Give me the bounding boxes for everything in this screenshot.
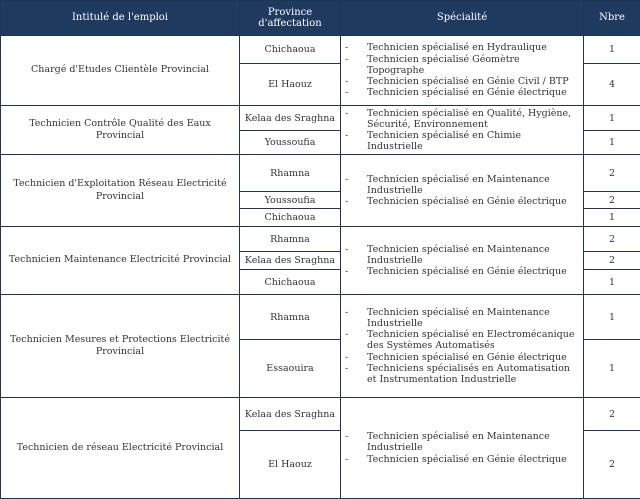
specialite-list <box>343 42 579 98</box>
province-cell: Kelaa des Sraghna <box>240 252 341 270</box>
specialite-item: - Technicien spécialisé en Electromécanique des Systèmes Automatisés <box>343 329 579 351</box>
specialite-cell <box>341 227 584 295</box>
job-title: Technicien Maintenance Electricité Provincial <box>1 227 240 295</box>
province-cell: Rhamna <box>240 227 341 252</box>
nbre-cell: 2 <box>584 398 640 431</box>
specialite-cell <box>341 398 584 499</box>
specialite-item: - Technicien spécialisé en Qualité, Hygiène, Sécurité, Environnement <box>343 108 579 130</box>
nbre-cell: 1 <box>584 340 640 398</box>
province-cell: Rhamna <box>240 155 341 192</box>
province-cell: Kelaa des Sraghna <box>240 398 341 431</box>
table-row <box>1 227 640 252</box>
specialite-item: - Technicien spécialisé en Maintenance Industrielle <box>343 244 579 266</box>
header-nbre: Nbre <box>584 1 640 36</box>
specialite-list <box>343 174 579 208</box>
job-title: Technicien de réseau Electricité Provincial <box>1 398 240 499</box>
header-row <box>1 1 640 36</box>
nbre-cell: 2 <box>584 155 640 192</box>
specialite-list <box>343 431 579 465</box>
specialite-item: - Technicien spécialisé en Génie électrique <box>343 352 579 363</box>
header-job: Intitulé de l'emploi <box>1 1 240 36</box>
province-cell: Youssoufia <box>240 131 341 155</box>
nbre-cell: 2 <box>584 252 640 270</box>
nbre-cell: 1 <box>584 209 640 227</box>
header-province: Province d'affectation <box>240 1 341 36</box>
specialite-cell <box>341 106 584 155</box>
job-title: Technicien Mesures et Protections Electricité Provincial <box>1 295 240 398</box>
job-title: Technicien Contrôle Qualité des Eaux Provincial <box>1 106 240 155</box>
specialite-item: - Technicien spécialisé en Maintenance Industrielle <box>343 174 579 196</box>
table-row <box>1 295 640 340</box>
nbre-cell: 1 <box>584 106 640 131</box>
specialite-item: - Technicien spécialisé en Génie électrique <box>343 196 579 207</box>
province-cell: El Haouz <box>240 64 341 106</box>
specialite-item: - Technicien spécialisé en Génie électrique <box>343 266 579 277</box>
table-row <box>1 36 640 64</box>
nbre-cell: 2 <box>584 431 640 499</box>
specialite-item: - Technicien spécialisé en Maintenance Industrielle <box>343 307 579 329</box>
specialite-cell <box>341 36 584 106</box>
specialite-list <box>343 108 579 153</box>
header-specialite: Spécialité <box>341 1 584 36</box>
specialite-cell <box>341 295 584 398</box>
specialite-cell <box>341 155 584 227</box>
nbre-cell: 2 <box>584 227 640 252</box>
nbre-cell: 1 <box>584 36 640 64</box>
province-cell: Essaouira <box>240 340 341 398</box>
province-cell: Youssoufia <box>240 192 341 209</box>
specialite-item: - Technicien spécialisé en Maintenance Industrielle <box>343 431 579 453</box>
table-row <box>1 155 640 192</box>
province-cell: El Haouz <box>240 431 341 499</box>
job-title: Chargé d'Etudes Clientèle Provincial <box>1 36 240 106</box>
nbre-cell: 4 <box>584 64 640 106</box>
province-cell: Chichaoua <box>240 209 341 227</box>
table-row <box>1 106 640 131</box>
specialite-item: - Technicien spécialisé en Génie électrique <box>343 87 579 98</box>
specialite-item: - Technicien spécialisé en Hydraulique <box>343 42 579 53</box>
province-cell: Chichaoua <box>240 36 341 64</box>
table-row <box>1 398 640 431</box>
specialite-item: - Technicien spécialisé en Chimie Industrielle <box>343 130 579 152</box>
nbre-cell: 2 <box>584 192 640 209</box>
specialite-item: - Technicien spécialisé Géomètre Topographe <box>343 54 579 76</box>
job-title: Technicien d'Exploitation Réseau Electricité Provincial <box>1 155 240 227</box>
specialite-list <box>343 244 579 278</box>
specialite-item: - Techniciens spécialisés en Automatisation et Instrumentation Industrielle <box>343 363 579 385</box>
nbre-cell: 1 <box>584 131 640 155</box>
specialite-item: - Technicien spécialisé en Génie Civil / BTP <box>343 76 579 87</box>
specialite-list <box>343 307 579 385</box>
nbre-cell: 1 <box>584 270 640 295</box>
specialite-item: - Technicien spécialisé en Génie électrique <box>343 454 579 465</box>
province-cell: Kelaa des Sraghna <box>240 106 341 131</box>
nbre-cell: 1 <box>584 295 640 340</box>
province-cell: Chichaoua <box>240 270 341 295</box>
province-cell: Rhamna <box>240 295 341 340</box>
